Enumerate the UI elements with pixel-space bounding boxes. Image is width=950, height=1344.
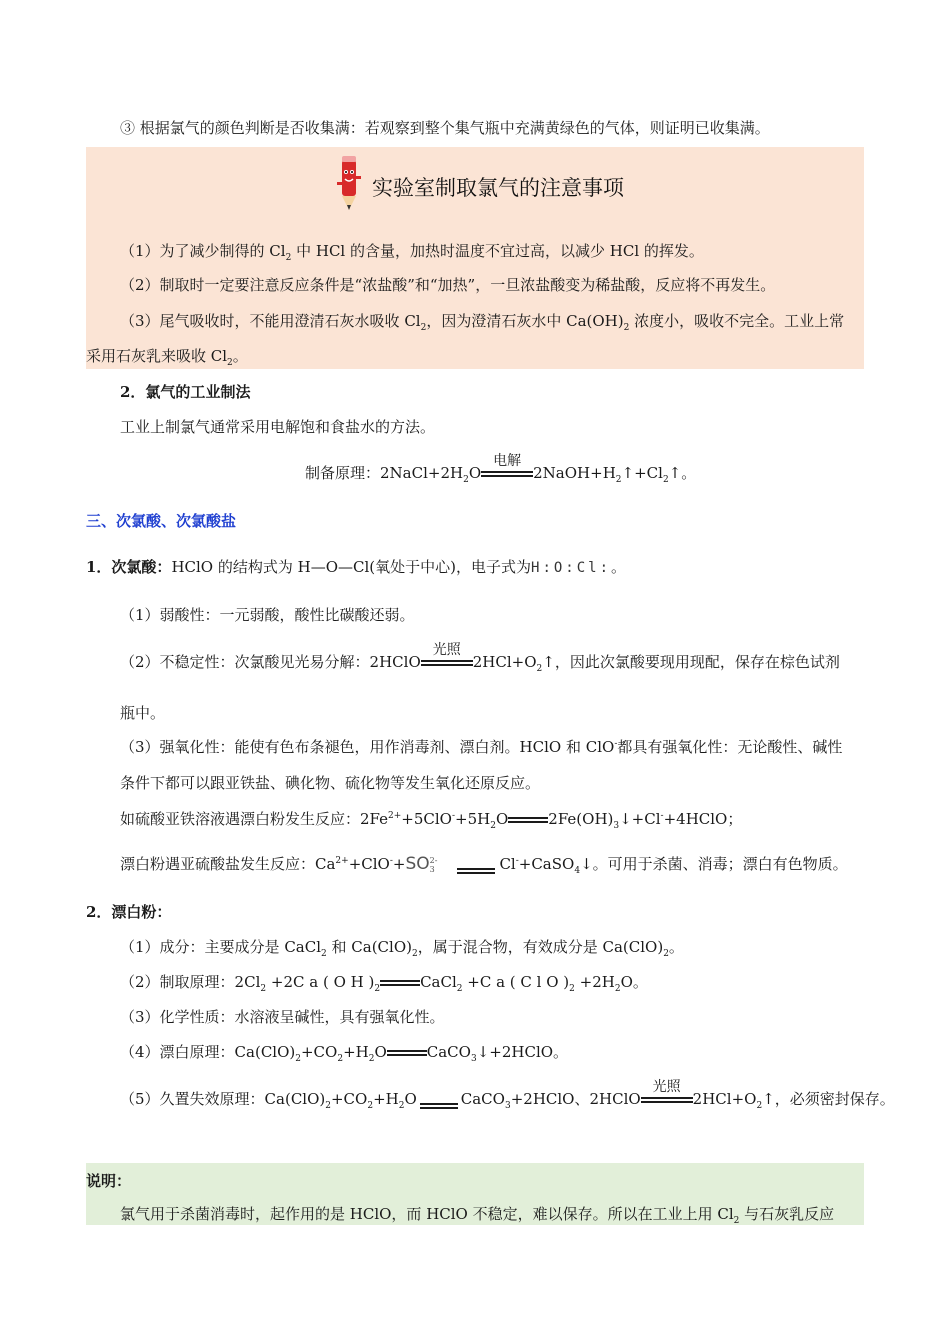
equals-sign: [420, 1097, 458, 1109]
bleach-preparation: （2）制取原理：$2Cl_2 +2C$ a ( O H )$_2$ CaCl$_2$ +C a ( C l O )$_2 +2H_2O$。: [120, 973, 648, 994]
pencil-mascot-icon: [336, 152, 362, 214]
weak-acidity: （1）弱酸性：一元弱酸，酸性比碳酸还弱。: [120, 606, 415, 624]
equals-sign: [457, 862, 495, 874]
note-text: 氯气用于杀菌消毒时，起作用的是 HClO，而 HClO 不稳定，难以保存。所以在工业上用 $Cl_2$ 与石灰乳反应: [120, 1205, 835, 1226]
equals-sign: 光照: [641, 1095, 693, 1105]
bleach-principle: （4）漂白原理：$Ca(ClO)_2+CO_2+H_2O$ CaCO$_3$↓+2HClO。: [120, 1043, 569, 1064]
note-label: 说明：: [86, 1172, 132, 1190]
precautions-title: 实验室制取氯气的注意事项: [372, 176, 624, 200]
collection-full-check: ③ 根据氯气的颜色判断是否收集满：若观察到整个集气瓶中充满黄绿色的气体，则证明已收集满。: [120, 119, 770, 137]
industry-text: 工业上制氯气通常采用电解饱和食盐水的方法。: [120, 418, 436, 436]
bleach-composition: （1）成分：主要成分是 CaCl$_2$ 和 $Ca(ClO)_2$，属于混合物，有效成分是 $Ca(ClO)_2$。: [120, 938, 684, 959]
equals-sign: 电解: [481, 469, 533, 479]
precaution-2: （2）制取时一定要注意反应条件是“浓盐酸”和“加热”，一旦浓盐酸变为稀盐酸，反应将不再发生。: [120, 276, 776, 294]
sulfite-reaction: 漂白粉遇亚硫酸盐发生反应：$Ca^{2+}+ClO^-+SO$ 2- 3 Cl-+CaSO$_4$↓。可用于杀菌、消毒；漂白有色物质。: [120, 854, 848, 876]
equals-sign: [508, 815, 548, 825]
bleach-failure: （5）久置失效原理：$Ca(ClO)_2+CO_2+H_2O$ CaCO$_3$+2HClO、2HClO 光照 $2HCl+O_2↑$，必须密封保存。: [120, 1079, 895, 1111]
equals-sign: [380, 978, 420, 988]
section-heading-hypochlorous: 三、次氯酸、次氯酸盐: [86, 512, 237, 530]
precaution-1: （1）为了减少制得的 $Cl_2$ 中 HCl 的含量，加热时温度不宜过高，以减少 HCl 的挥发。: [120, 242, 704, 263]
electron-formula: H:O:Cl:: [531, 560, 612, 576]
equals-sign: 光照: [421, 658, 473, 668]
instability: （2）不稳定性：次氯酸见光易分解：2HClO 光照 $2HCl+O_2↑$，因此次氯酸要现用现配，保存在棕色试剂: [120, 642, 840, 674]
bleach-chemical-properties: （3）化学性质：水溶液呈碱性，具有强氧化性。: [120, 1008, 445, 1026]
strong-oxidizing-cont: 条件下都可以跟亚铁盐、碘化物、硫化物等发生氧化还原反应。: [120, 774, 541, 792]
hclo-structure: 1．次氯酸：HClO 的结构式为 H—O—Cl(氧处于中心)，电子式为H:O:Cl:。: [86, 558, 627, 576]
bleach-heading: 2．漂白粉：: [86, 903, 172, 921]
industry-heading: 2．氯气的工业制法: [120, 383, 251, 401]
electrolysis-equation: 制备原理：$2NaCl+2H_2O$ 电解 $2NaOH+H_2↑+Cl_2↑$。: [305, 453, 697, 485]
ferrous-sulfate-reaction: 如硫酸亚铁溶液遇漂白粉发生反应：$2Fe^{2+}+5ClO^-+5H_2O$ $2Fe(OH)_3↓+Cl^-+4HClO$；: [120, 810, 743, 831]
strong-oxidizing: （3）强氧化性：能使有色布条褪色，用作消毒剂、漂白剂。HClO 和 ClO-都具有强氧化性：无论酸性、碱性: [120, 738, 843, 756]
precaution-3-cont: 采用石灰乳来吸收 $Cl_2$。: [86, 347, 248, 368]
precaution-3: （3）尾气吸收时，不能用澄清石灰水吸收 $Cl_2$，因为澄清石灰水中 $Ca(OH)_2$ 浓度小，吸收不完全。工业上常: [120, 312, 845, 333]
instability-cont: 瓶中。: [120, 704, 166, 722]
equals-sign: [387, 1048, 427, 1058]
